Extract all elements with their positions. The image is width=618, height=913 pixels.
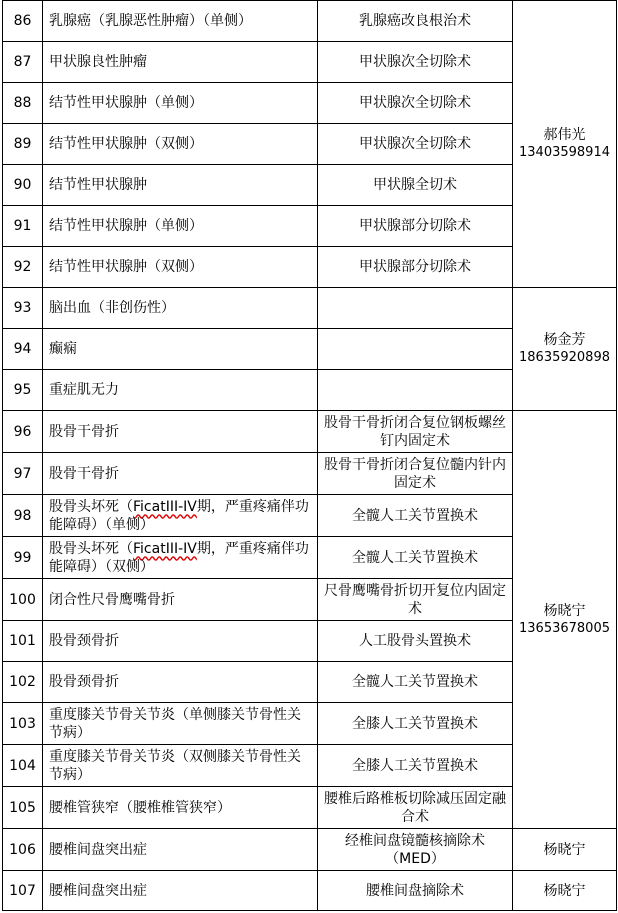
diagnosis-text: 期，严重疼痛伴功能障碍）（双侧） [49, 540, 309, 575]
diagnosis-cell: 乳腺癌（乳腺恶性肿瘤）（单侧） [43, 1, 318, 42]
row-number: 88 [3, 83, 43, 124]
doctor-cell [513, 871, 617, 911]
diagnosis-cell: 结节性甲状腺肿（双侧） [43, 247, 318, 288]
surgery-cell: 甲状腺全切术 [318, 165, 513, 206]
diagnosis-cell: 重度膝关节骨关节炎（单侧膝关节骨性关节病） [43, 703, 318, 745]
diagnosis-cell: 腰椎间盘突出症 [43, 829, 318, 871]
table-row [3, 288, 617, 329]
doctor-cell [513, 288, 617, 411]
diagnosis-cell: 股骨颈骨折 [43, 621, 318, 662]
diagnosis-cell: 癫痫 [43, 329, 318, 370]
surgery-cell: 甲状腺部分切除术 [318, 206, 513, 247]
surgery-cell: 股骨干骨折闭合复位髓内针内固定术 [318, 453, 513, 495]
diagnosis-cell: 结节性甲状腺肿（双侧） [43, 124, 318, 165]
surgery-cell: 全髋人工关节置换术 [318, 537, 513, 579]
surgery-cell: 甲状腺次全切除术 [318, 83, 513, 124]
surgery-cell: 全膝人工关节置换术 [318, 703, 513, 745]
table-row [3, 411, 617, 453]
diagnosis-cell: 重症肌无力 [43, 370, 318, 411]
row-number: 86 [3, 1, 43, 42]
doctor-cell [513, 411, 617, 829]
diagnosis-text: 股骨头坏死（ [49, 540, 133, 557]
row-number: 101 [3, 621, 43, 662]
diagnosis-cell: 重度膝关节骨关节炎（双侧膝关节骨性关节病） [43, 745, 318, 787]
diagnosis-cell: 腰椎管狭窄（腰椎椎管狭窄） [43, 787, 318, 829]
doctor-phone: 18635920898 [519, 350, 610, 365]
row-number: 97 [3, 453, 43, 495]
doctor-cell [513, 829, 617, 871]
surgery-cell: 全髋人工关节置换术 [318, 495, 513, 537]
row-number: 92 [3, 247, 43, 288]
doctor-name: 杨晓宁 [543, 882, 586, 899]
row-number: 106 [3, 829, 43, 871]
surgery-cell: 腰椎间盘摘除术 [318, 871, 513, 911]
ficat-stage-text: FicatIII-IV [133, 540, 197, 557]
surgery-cell [318, 370, 513, 411]
row-number: 98 [3, 495, 43, 537]
surgery-cell: 腰椎后路椎板切除减压固定融合术 [318, 787, 513, 829]
row-number: 103 [3, 703, 43, 745]
surgery-cell: 人工股骨头置换术 [318, 621, 513, 662]
doctor-name: 郝伟光 [543, 127, 586, 143]
table-row [3, 871, 617, 911]
row-number: 91 [3, 206, 43, 247]
procedure-table [2, 0, 617, 911]
row-number: 87 [3, 42, 43, 83]
diagnosis-cell: 腰椎间盘突出症 [43, 871, 318, 911]
diagnosis-cell: 股骨颈骨折 [43, 662, 318, 703]
diagnosis-text: 期，严重疼痛伴功能障碍）（单侧） [49, 498, 309, 533]
row-number: 94 [3, 329, 43, 370]
row-number: 104 [3, 745, 43, 787]
surgery-cell: 甲状腺次全切除术 [318, 124, 513, 165]
diagnosis-cell: 股骨干骨折 [43, 411, 318, 453]
diagnosis-cell: 结节性甲状腺肿（单侧） [43, 206, 318, 247]
surgery-cell: 经椎间盘镜髓核摘除术（MED） [318, 829, 513, 871]
doctor-name: 杨晓宁 [543, 602, 586, 619]
diagnosis-cell: 甲状腺良性肿瘤 [43, 42, 318, 83]
doctor-name: 杨金芳 [543, 332, 586, 348]
ficat-stage-text: FicatIII-IV [133, 498, 197, 515]
diagnosis-cell: 股骨干骨折 [43, 453, 318, 495]
doctor-phone: 13403598914 [519, 145, 610, 160]
surgery-cell: 全膝人工关节置换术 [318, 745, 513, 787]
row-number: 102 [3, 662, 43, 703]
surgery-cell: 甲状腺次全切除术 [318, 42, 513, 83]
diagnosis-text: 股骨头坏死（ [49, 498, 133, 515]
diagnosis-cell: 结节性甲状腺肿 [43, 165, 318, 206]
row-number: 105 [3, 787, 43, 829]
surgery-cell: 全髋人工关节置换术 [318, 662, 513, 703]
table-row [3, 1, 617, 42]
surgery-cell: 尺骨鹰嘴骨折切开复位内固定术 [318, 579, 513, 621]
diagnosis-cell: 结节性甲状腺肿（单侧） [43, 83, 318, 124]
doctor-cell [513, 1, 617, 288]
diagnosis-cell [43, 537, 318, 579]
surgery-cell [318, 288, 513, 329]
surgery-cell: 股骨干骨折闭合复位钢板螺丝钉内固定术 [318, 411, 513, 453]
diagnosis-cell: 闭合性尺骨鹰嘴骨折 [43, 579, 318, 621]
surgery-cell: 乳腺癌改良根治术 [318, 1, 513, 42]
row-number: 107 [3, 871, 43, 911]
row-number: 95 [3, 370, 43, 411]
table-row [3, 829, 617, 871]
row-number: 90 [3, 165, 43, 206]
diagnosis-cell [43, 495, 318, 537]
row-number: 93 [3, 288, 43, 329]
row-number: 99 [3, 537, 43, 579]
doctor-phone: 13653678005 [519, 620, 610, 636]
diagnosis-cell: 脑出血（非创伤性） [43, 288, 318, 329]
surgery-cell [318, 329, 513, 370]
row-number: 96 [3, 411, 43, 453]
doctor-name: 杨晓宁 [543, 841, 586, 858]
row-number: 89 [3, 124, 43, 165]
row-number: 100 [3, 579, 43, 621]
surgery-cell: 甲状腺部分切除术 [318, 247, 513, 288]
